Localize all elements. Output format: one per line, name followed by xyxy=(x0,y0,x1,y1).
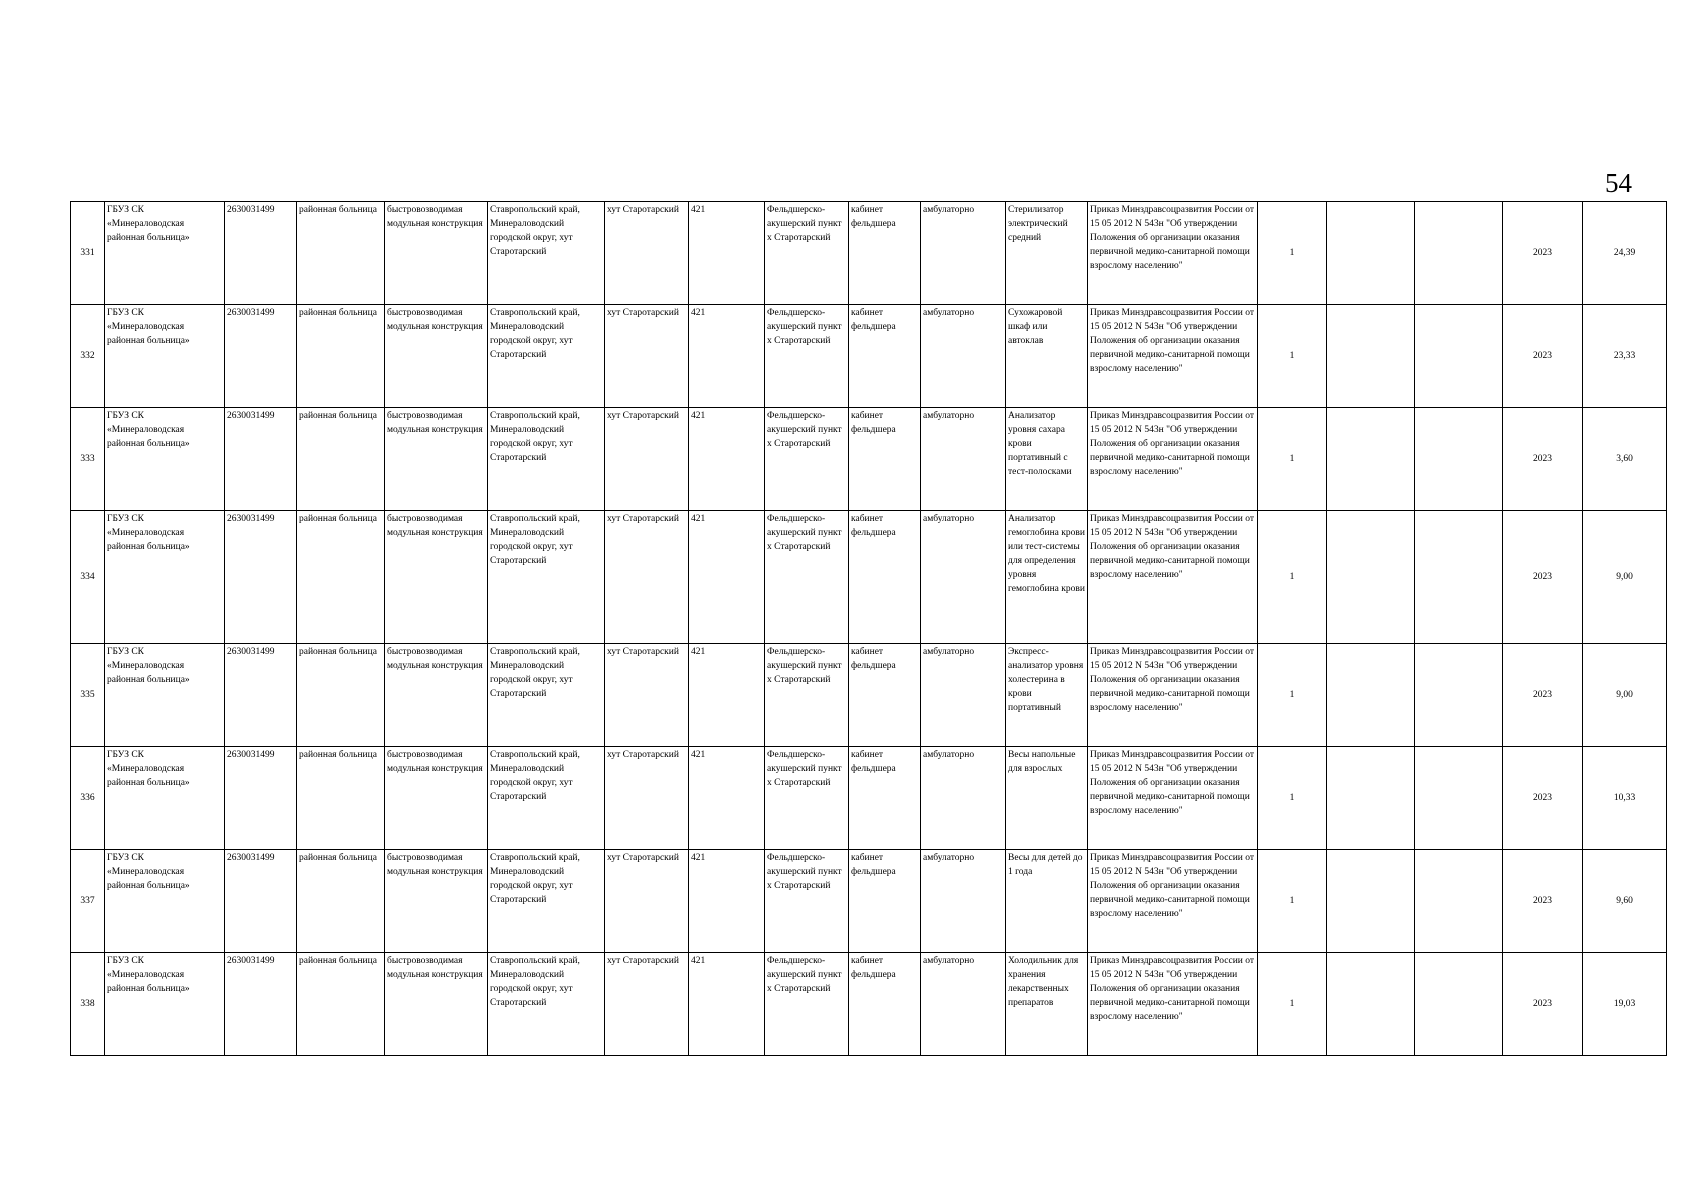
regulation-order: Приказ Минздравсоцразвития России от 15 05 2012 N 543н "Об утверждении Положения об организации оказания первичной медико-санитарной помощи взрослому населению" xyxy=(1088,953,1258,1056)
regulation-order: Приказ Минздравсоцразвития России от 15 05 2012 N 543н "Об утверждении Положения об организации оказания первичной медико-санитарной помощи взрослому населению" xyxy=(1088,408,1258,511)
equipment-name: Анализатор гемоглобина крови или тест-системы для определения уровня гемоглобина крови xyxy=(1006,511,1088,644)
quantity: 1 xyxy=(1258,305,1327,408)
facility-type: районная больница xyxy=(297,644,385,747)
equipment-name: Весы напольные для взрослых xyxy=(1006,747,1088,850)
regulation-order: Приказ Минздравсоцразвития России от 15 05 2012 N 543н "Об утверждении Положения об организации оказания первичной медико-санитарной помощи взрослому населению" xyxy=(1088,202,1258,305)
cost: 9,00 xyxy=(1583,511,1667,644)
code: 421 xyxy=(689,511,765,644)
facility-type: районная больница xyxy=(297,953,385,1056)
building-type: быстровозводимая модульная конструкция xyxy=(385,644,488,747)
empty-cell xyxy=(1415,850,1503,953)
row-number: 337 xyxy=(71,850,105,953)
equipment-registry-table xyxy=(70,201,1667,1056)
building-type: быстровозводимая модульная конструкция xyxy=(385,202,488,305)
locality: хут Старотарский xyxy=(605,305,689,408)
address: Ставропольский край, Минераловодский городской округ, хут Старотарский xyxy=(488,408,605,511)
quantity: 1 xyxy=(1258,747,1327,850)
locality: хут Старотарский xyxy=(605,408,689,511)
care-type: амбулаторно xyxy=(921,850,1006,953)
unit-name: Фельдшерско-акушерский пункт х Старотарский xyxy=(765,747,849,850)
inn-code: 2630031499 xyxy=(225,953,297,1056)
facility-type: районная больница xyxy=(297,511,385,644)
table-row xyxy=(71,850,1667,953)
building-type: быстровозводимая модульная конструкция xyxy=(385,305,488,408)
code: 421 xyxy=(689,850,765,953)
facility-type: районная больница xyxy=(297,747,385,850)
room-name: кабинет фельдшера xyxy=(849,202,921,305)
code: 421 xyxy=(689,953,765,1056)
organization-name: ГБУЗ СК «Минераловодская районная больница» xyxy=(105,305,225,408)
empty-cell xyxy=(1327,644,1415,747)
empty-cell xyxy=(1327,953,1415,1056)
year: 2023 xyxy=(1503,305,1583,408)
row-number: 332 xyxy=(71,305,105,408)
organization-name: ГБУЗ СК «Минераловодская районная больница» xyxy=(105,747,225,850)
empty-cell xyxy=(1327,511,1415,644)
room-name: кабинет фельдшера xyxy=(849,511,921,644)
organization-name: ГБУЗ СК «Минераловодская районная больница» xyxy=(105,953,225,1056)
unit-name: Фельдшерско-акушерский пункт х Старотарский xyxy=(765,408,849,511)
unit-name: Фельдшерско-акушерский пункт х Старотарский xyxy=(765,511,849,644)
regulation-order: Приказ Минздравсоцразвития России от 15 05 2012 N 543н "Об утверждении Положения об организации оказания первичной медико-санитарной помощи взрослому населению" xyxy=(1088,747,1258,850)
care-type: амбулаторно xyxy=(921,953,1006,1056)
cost: 24,39 xyxy=(1583,202,1667,305)
table-row xyxy=(71,305,1667,408)
empty-cell xyxy=(1327,202,1415,305)
table-row xyxy=(71,644,1667,747)
organization-name: ГБУЗ СК «Минераловодская районная больница» xyxy=(105,202,225,305)
row-number: 336 xyxy=(71,747,105,850)
facility-type: районная больница xyxy=(297,408,385,511)
quantity: 1 xyxy=(1258,202,1327,305)
building-type: быстровозводимая модульная конструкция xyxy=(385,953,488,1056)
locality: хут Старотарский xyxy=(605,953,689,1056)
care-type: амбулаторно xyxy=(921,202,1006,305)
row-number: 333 xyxy=(71,408,105,511)
empty-cell xyxy=(1327,305,1415,408)
empty-cell xyxy=(1415,408,1503,511)
equipment-name: Весы для детей до 1 года xyxy=(1006,850,1088,953)
quantity: 1 xyxy=(1258,511,1327,644)
year: 2023 xyxy=(1503,202,1583,305)
building-type: быстровозводимая модульная конструкция xyxy=(385,511,488,644)
empty-cell xyxy=(1415,202,1503,305)
equipment-name: Холодильник для хранения лекарственных препаратов xyxy=(1006,953,1088,1056)
facility-type: районная больница xyxy=(297,202,385,305)
building-type: быстровозводимая модульная конструкция xyxy=(385,408,488,511)
inn-code: 2630031499 xyxy=(225,747,297,850)
address: Ставропольский край, Минераловодский городской округ, хут Старотарский xyxy=(488,202,605,305)
address: Ставропольский край, Минераловодский городской округ, хут Старотарский xyxy=(488,511,605,644)
cost: 10,33 xyxy=(1583,747,1667,850)
facility-type: районная больница xyxy=(297,305,385,408)
address: Ставропольский край, Минераловодский городской округ, хут Старотарский xyxy=(488,644,605,747)
year: 2023 xyxy=(1503,953,1583,1056)
care-type: амбулаторно xyxy=(921,644,1006,747)
address: Ставропольский край, Минераловодский городской округ, хут Старотарский xyxy=(488,747,605,850)
room-name: кабинет фельдшера xyxy=(849,747,921,850)
organization-name: ГБУЗ СК «Минераловодская районная больница» xyxy=(105,408,225,511)
organization-name: ГБУЗ СК «Минераловодская районная больница» xyxy=(105,511,225,644)
regulation-order: Приказ Минздравсоцразвития России от 15 05 2012 N 543н "Об утверждении Положения об организации оказания первичной медико-санитарной помощи взрослому населению" xyxy=(1088,511,1258,644)
table-row xyxy=(71,511,1667,644)
row-number: 331 xyxy=(71,202,105,305)
code: 421 xyxy=(689,305,765,408)
year: 2023 xyxy=(1503,511,1583,644)
cost: 3,60 xyxy=(1583,408,1667,511)
room-name: кабинет фельдшера xyxy=(849,408,921,511)
quantity: 1 xyxy=(1258,644,1327,747)
unit-name: Фельдшерско-акушерский пункт х Старотарский xyxy=(765,202,849,305)
facility-type: районная больница xyxy=(297,850,385,953)
unit-name: Фельдшерско-акушерский пункт х Старотарский xyxy=(765,644,849,747)
inn-code: 2630031499 xyxy=(225,202,297,305)
regulation-order: Приказ Минздравсоцразвития России от 15 05 2012 N 543н "Об утверждении Положения об организации оказания первичной медико-санитарной помощи взрослому населению" xyxy=(1088,305,1258,408)
inn-code: 2630031499 xyxy=(225,305,297,408)
code: 421 xyxy=(689,408,765,511)
code: 421 xyxy=(689,747,765,850)
unit-name: Фельдшерско-акушерский пункт х Старотарский xyxy=(765,953,849,1056)
unit-name: Фельдшерско-акушерский пункт х Старотарский xyxy=(765,850,849,953)
inn-code: 2630031499 xyxy=(225,408,297,511)
locality: хут Старотарский xyxy=(605,511,689,644)
unit-name: Фельдшерско-акушерский пункт х Старотарский xyxy=(765,305,849,408)
row-number: 338 xyxy=(71,953,105,1056)
quantity: 1 xyxy=(1258,953,1327,1056)
locality: хут Старотарский xyxy=(605,644,689,747)
care-type: амбулаторно xyxy=(921,511,1006,644)
empty-cell xyxy=(1415,953,1503,1056)
table-row xyxy=(71,747,1667,850)
page-number: 54 xyxy=(1605,168,1632,198)
building-type: быстровозводимая модульная конструкция xyxy=(385,850,488,953)
locality: хут Старотарский xyxy=(605,747,689,850)
quantity: 1 xyxy=(1258,850,1327,953)
cost: 9,00 xyxy=(1583,644,1667,747)
address: Ставропольский край, Минераловодский городской округ, хут Старотарский xyxy=(488,305,605,408)
year: 2023 xyxy=(1503,850,1583,953)
empty-cell xyxy=(1415,305,1503,408)
care-type: амбулаторно xyxy=(921,408,1006,511)
inn-code: 2630031499 xyxy=(225,644,297,747)
empty-cell xyxy=(1415,747,1503,850)
address: Ставропольский край, Минераловодский городской округ, хут Старотарский xyxy=(488,953,605,1056)
building-type: быстровозводимая модульная конструкция xyxy=(385,747,488,850)
address: Ставропольский край, Минераловодский городской округ, хут Старотарский xyxy=(488,850,605,953)
year: 2023 xyxy=(1503,644,1583,747)
cost: 23,33 xyxy=(1583,305,1667,408)
row-number: 335 xyxy=(71,644,105,747)
equipment-name: Стерилизатор электрический средний xyxy=(1006,202,1088,305)
year: 2023 xyxy=(1503,747,1583,850)
cost: 9,60 xyxy=(1583,850,1667,953)
empty-cell xyxy=(1327,408,1415,511)
room-name: кабинет фельдшера xyxy=(849,953,921,1056)
care-type: амбулаторно xyxy=(921,305,1006,408)
inn-code: 2630031499 xyxy=(225,850,297,953)
cost: 19,03 xyxy=(1583,953,1667,1056)
inn-code: 2630031499 xyxy=(225,511,297,644)
empty-cell xyxy=(1415,511,1503,644)
empty-cell xyxy=(1327,850,1415,953)
room-name: кабинет фельдшера xyxy=(849,850,921,953)
locality: хут Старотарский xyxy=(605,202,689,305)
table-row xyxy=(71,202,1667,305)
equipment-name: Анализатор уровня сахара крови портативный с тест-полосками xyxy=(1006,408,1088,511)
locality: хут Старотарский xyxy=(605,850,689,953)
table-row xyxy=(71,408,1667,511)
table-row xyxy=(71,953,1667,1056)
code: 421 xyxy=(689,644,765,747)
room-name: кабинет фельдшера xyxy=(849,305,921,408)
quantity: 1 xyxy=(1258,408,1327,511)
year: 2023 xyxy=(1503,408,1583,511)
organization-name: ГБУЗ СК «Минераловодская районная больница» xyxy=(105,850,225,953)
organization-name: ГБУЗ СК «Минераловодская районная больница» xyxy=(105,644,225,747)
equipment-name: Экспресс-анализатор уровня холестерина в крови портативный xyxy=(1006,644,1088,747)
equipment-name: Сухожаровой шкаф или автоклав xyxy=(1006,305,1088,408)
regulation-order: Приказ Минздравсоцразвития России от 15 05 2012 N 543н "Об утверждении Положения об организации оказания первичной медико-санитарной помощи взрослому населению" xyxy=(1088,644,1258,747)
regulation-order: Приказ Минздравсоцразвития России от 15 05 2012 N 543н "Об утверждении Положения об организации оказания первичной медико-санитарной помощи взрослому населению" xyxy=(1088,850,1258,953)
row-number: 334 xyxy=(71,511,105,644)
care-type: амбулаторно xyxy=(921,747,1006,850)
room-name: кабинет фельдшера xyxy=(849,644,921,747)
code: 421 xyxy=(689,202,765,305)
empty-cell xyxy=(1415,644,1503,747)
empty-cell xyxy=(1327,747,1415,850)
